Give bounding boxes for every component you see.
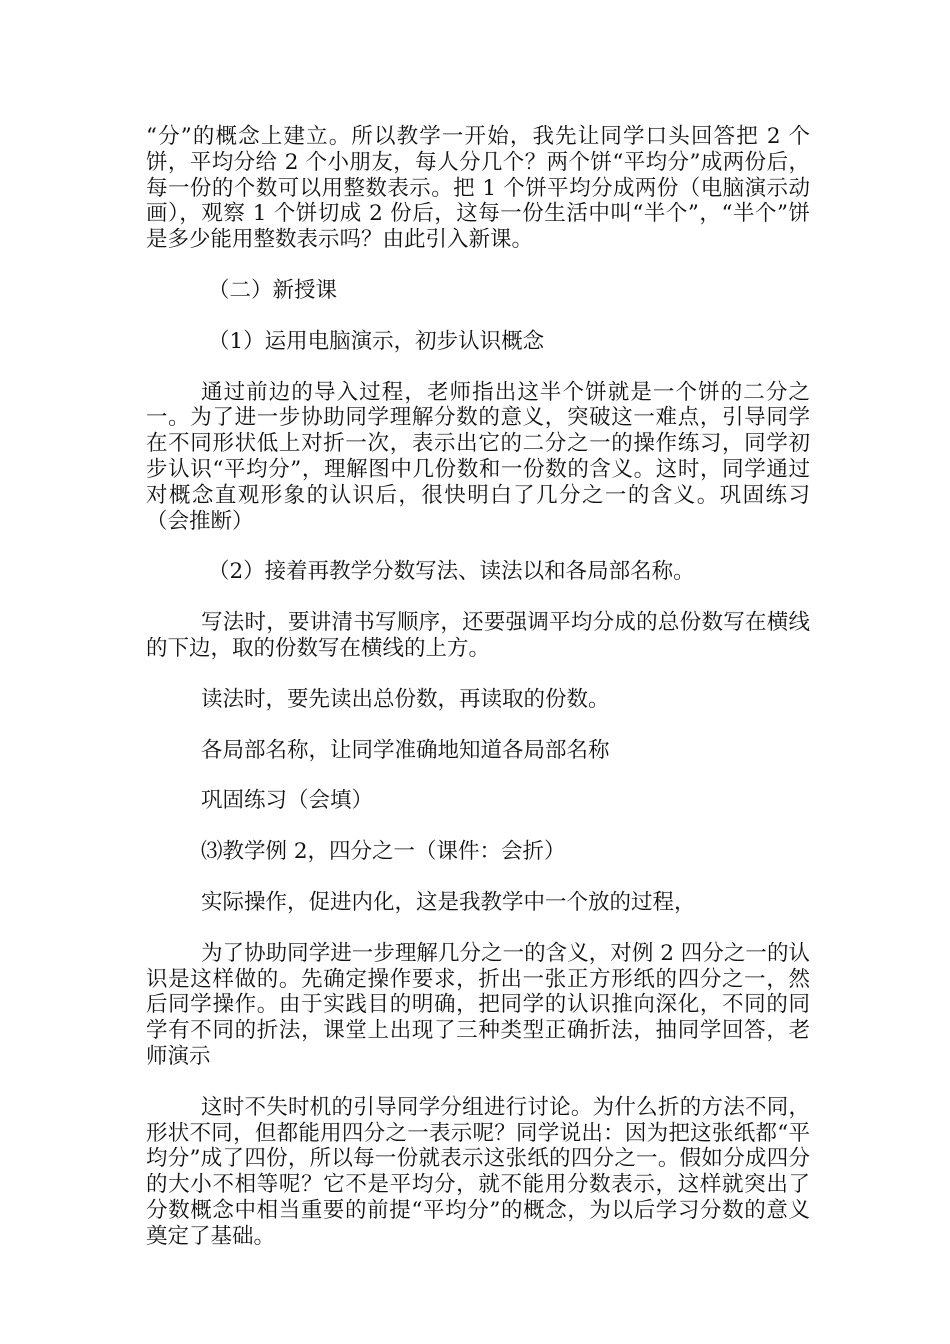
subheading-example-two: ⑶教学例 2，四分之一（课件：会折） <box>201 839 566 865</box>
subheading-writing-reading: （2）接着再教学分数写法、读法以和各局部名称。 <box>208 559 695 585</box>
paragraph-half-concept: 通过前边的导入过程，老师指出这半个饼就是一个饼的二分之一。为了进一步协助同学理解分数的意义，突破这一难点，引导同学在不同形状低上对折一次，表示出它的二分之一的操作练习，同学初步认识“平均分”，理解图中几份数和一份数的含义。这时，同学通过对概念直观形象的认识后，很快明白了几分之一的含义。巩固练习（会推断） <box>146 379 810 534</box>
section-heading-new-lesson: （二）新授课 <box>208 277 338 303</box>
paragraph-reading-method: 读法时，要先读出总份数，再读取的份数。 <box>201 686 610 712</box>
paragraph-quarter-folding: 为了协助同学进一步理解几分之一的含义，对例 2 四分之一的认识是这样做的。先确定操作要求，折出一张正方形纸的四分之一，然后同学操作。由于实践目的明确，把同学的认识推向深化，不同的同学有不同的折法，课堂上出现了三种类型正确折法，抽同学回答，老师演示 <box>146 940 810 1069</box>
paragraph-intro-continuation: “分”的概念上建立。所以教学一开始，我先让同学口头回答把 2 个饼，平均分给 2 个小朋友，每人分几个？两个饼“平均分”成两份后，每一份的个数可以用整数表示。把 1 个饼平均分成两份（电脑演示动画），观察 1 个饼切成 2 份后，这每一份生活中叫“半个”，“半个”饼是多少能用整数表示吗？由此引入新课。 <box>146 124 810 253</box>
paragraph-practice-fill: 巩固练习（会填） <box>201 788 374 814</box>
paragraph-writing-method: 写法时，要讲清书写顺序，还要强调平均分成的总份数写在横线的下边，取的份数写在横线的上方。 <box>146 610 810 661</box>
paragraph-group-discussion: 这时不失时机的引导同学分组进行讨论。为什么折的方法不同，形状不同，但都能用四分之一表示呢？同学说出：因为把这张纸都“平均分”成了四份，所以每一份就表示这张纸的四分之一。假如分成四分的大小不相等呢？它不是平均分，就不能用分数表示，这样就突出了分数概念中相当重要的前提“平均分”的概念，为以后学习分数的意义奠定了基础。 <box>146 1094 810 1249</box>
paragraph-part-names: 各局部名称，让同学准确地知道各局部名称 <box>201 737 610 763</box>
paragraph-hands-on: 实际操作，促进内化，这是我教学中一个放的过程， <box>201 889 696 915</box>
subheading-computer-demo: （1）运用电脑演示，初步认识概念 <box>208 328 545 354</box>
document-body <box>146 124 810 1250</box>
